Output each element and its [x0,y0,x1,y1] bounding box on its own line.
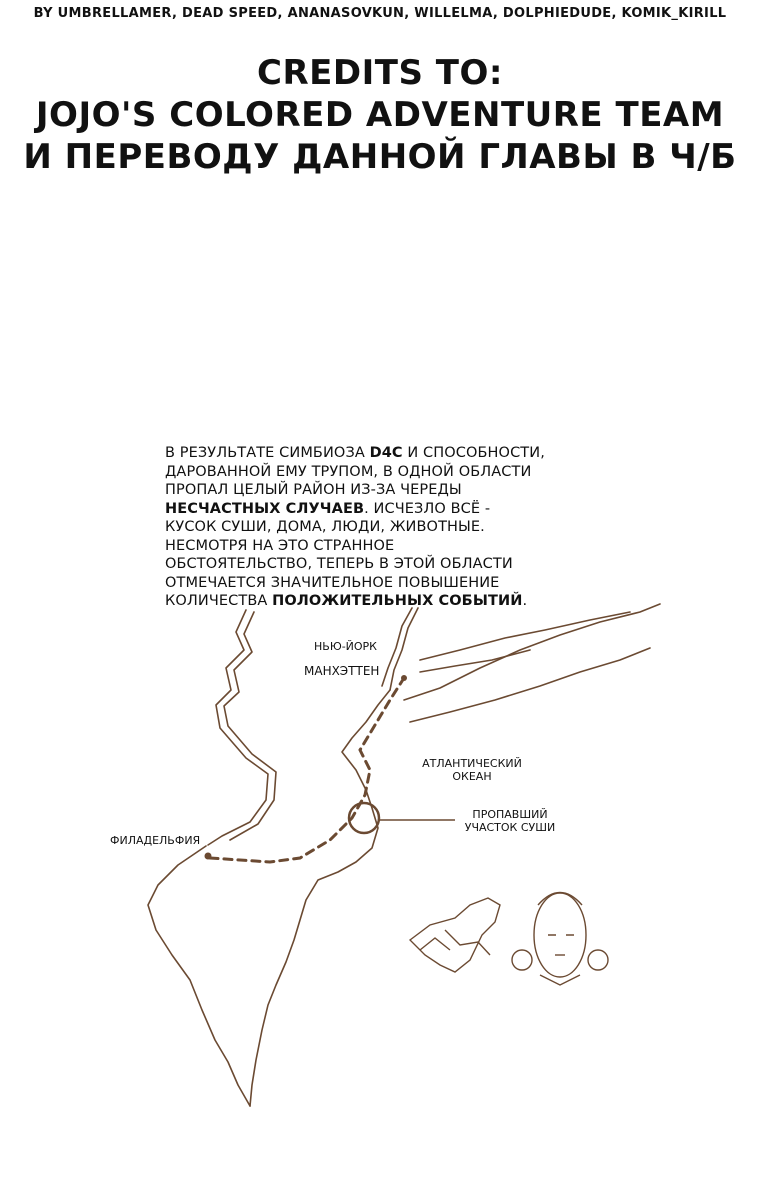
label-ocean-line-1: АТЛАНТИЧЕСКИЙ [422,757,522,770]
label-missing-land [455,808,565,834]
coastline-east [250,690,390,1106]
credits-line-1: CREDITS TO: [257,53,503,93]
long-island [404,604,660,700]
label-new-york: НЬЮ-ЙОРК [314,640,377,653]
caption-segment: . ИСЧЕЗЛО ВСЁ - КУСОК СУШИ, ДОМА, ЛЮДИ, ЖИВОТНЫЕ. НЕСМОТРЯ НА ЭТО СТРАННОЕ ОБСТОЯТЕЛЬСТВО, ТЕПЕРЬ В ЭТОЙ ОБЛАСТИ ОТМЕЧАЕТСЯ ЗНАЧИТЕЛЬНОЕ ПОВЫШЕНИЕ КОЛИЧЕСТВА [165,500,513,609]
long-island-north [420,612,630,660]
contributors-byline: BY UMBRELLAMER, DEAD SPEED, ANANASOVKUN, WILLELMA, DOLPHIEDUDE, KOMIK_KIRILL [33,6,727,21]
manhattan-marker [401,675,407,681]
label-ocean [412,757,532,783]
credits-line-2: JOJO'S COLORED ADVENTURE TEAM [35,95,725,135]
coastline [148,846,250,1106]
philadelphia-marker [205,853,212,860]
label-manhattan: МАНХЭТТЕН [304,664,380,678]
caption-segment-bold: ПОЛОЖИТЕЛЬНЫХ СОБЫТИЙ [272,593,523,609]
river-outline-inner [224,612,276,840]
label-ocean-line-2: ОКЕАН [452,770,492,783]
caption-segment: И СПОСОБНОСТИ, ДАРОВАННОЙ ЕМУ ТРУПОМ, В ОДНОЙ ОБЛАСТИ ПРОПАЛ ЦЕЛЫЙ РАЙОН ИЗ-ЗА ЧЕРЕДЫ [165,445,545,498]
hudson-river-east [382,608,412,686]
label-missing-line-2: УЧАСТОК СУШИ [464,821,556,834]
caption-segment-bold: НЕСЧАСТНЫХ СЛУЧАЕВ [165,500,365,517]
river-outline [208,610,268,845]
label-philadelphia: ФИЛАДЕЛЬФИЯ [110,834,201,847]
label-missing-line-1: ПРОПАВШИЙ [472,808,548,821]
credits-line-3: И ПЕРЕВОДУ ДАННОЙ ГЛАВЫ В Ч/Б [23,137,737,177]
character-sketch-figures [410,893,608,986]
caption-segment: . [522,593,528,609]
caption-segment: В РЕЗУЛЬТАТЕ СИМБИОЗА [165,445,370,461]
caption-segment-bold: D4C [369,445,403,461]
